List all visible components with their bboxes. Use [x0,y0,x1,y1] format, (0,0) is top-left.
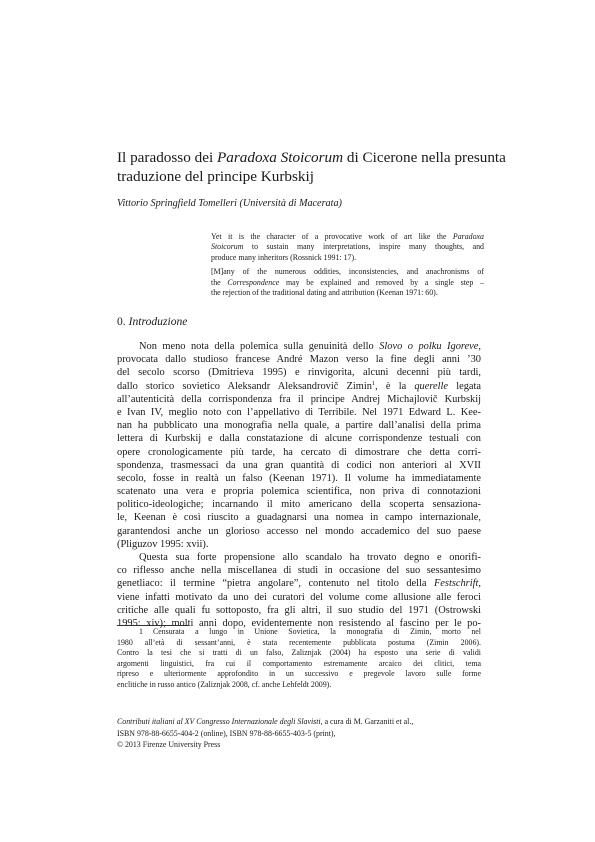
section-number: 0. [117,315,126,328]
body-line: garantendosi anche un glorioso accesso nel mondo accademico del suo paese [117,525,481,537]
footnote-line: argomenti linguistici, fra cui il comportamento estremamente arcaico dei clitici, tema [117,658,481,668]
title-italic-work: Paradoxa Stoicorum [216,149,344,166]
author-affiliation: Vittorio Springfield Tomelleri (Università di Macerata) [117,198,342,209]
epigraph-line: Stoicorum to sustain many interpretations, inspire many thoughts, and [211,242,484,252]
footnote-line: 1 Censurata a lungo in Unione Sovietica, la monografia di Zimin, morto nel [139,627,481,636]
body-line: spondenza, trasmessaci da una gran quantità di codici non anteriori al XVII [117,459,481,471]
body-line: politico-ideologiche; incarnando il mito americano della scoperta sensaziona- [117,499,481,511]
colophon-line: Contributi italiani al XV Congresso Internazionale degli Slavisti, a cura di M. Garzaniti et al., [117,717,414,726]
body-line: 1995: xiv); molti anni dopo, evidentemente non resistendo al fascino per le po- [117,617,481,629]
body-line: genetliaco: il termine “pietra angolare”, contenuto nel titolo della Festschrift, [117,578,481,590]
footnote-line: ripreso e ulteriormente approfondito in un successivo e pregevole lavoro sulle forme [117,669,481,679]
epigraph-line: the rejection of the traditional dating and attribution (Keenan 1971: 60). [211,288,438,298]
epigraph [211,232,484,302]
colophon-line: © 2013 Firenze University Press [117,740,221,749]
epigraph-quote-2 [211,267,484,298]
body-line: Questa sua forte propensione allo scandalo ha trovato degno e onorifi- [139,552,481,563]
epigraph-line: produce many inheritors (Rossnick 1991: 17). [211,252,357,262]
body-line: secolo, fosse in realtà un falso (Keenan 1971). Il volume ha immediatamente [117,472,481,484]
body-line: Non meno nota della polemica sulla genuinità dello Slovo o polku Igoreve, [139,341,481,352]
body-line: e Ivan IV, meglio noto con l’appellativo di Terribile. Nel 1971 Edward L. Kee- [117,406,481,418]
footnote-number: 1 [139,627,143,636]
epigraph-quote-1 [211,232,484,263]
epigraph-line: Yet it is the character of a provocative work of art like the Paradoxa [211,232,484,241]
body-line: provocata dallo studioso francese André Mazon verso la fine degli anni ’30 [117,354,481,366]
article-title [117,148,506,186]
body-line: viene infatti motivato da uno dei curatori del volume come allusione alle feroci [117,591,481,603]
footnote [117,627,481,691]
body-text [117,340,481,630]
colophon [117,716,497,751]
title-line-1 [117,148,506,167]
section-title: Introduzione [128,315,188,328]
body-line: nan ha pubblicato una monografia nella quale, a partire dall’analisi della prima [117,420,481,432]
body-line: opere cronologicamente più tarde, ha cercato di dimostrare che detta corri- [117,446,481,458]
footnote-divider [117,625,189,626]
body-line: dallo storico sovietico Aleksandr Aleksandrovič Zimin$^1$, è la querelle legata [117,379,481,392]
footnote-line: 1980 all’età di sessant’anni, è stata recentemente pubblicata postuma (Zimin 2006). [117,637,481,647]
body-line: scatenato una vera e propria polemica scientifica, non priva di connotazioni [117,486,481,498]
body-line: del secolo scorso (Dmitrieva 1995) e rinvigorita, alcuni decenni più tardi, [117,367,481,379]
footnote-line: enclitiche in russo antico (Zaliznjak 2008, cf. anche Lehfeldt 2009). [117,679,332,689]
section-heading [117,315,187,328]
body-line: lettera di Kurbskij e dalla constatazione di alcune corrispondenze testuali con [117,433,481,445]
title-text: Il paradosso dei [117,149,217,166]
body-line: all’autenticità della corrispondenza fra il principe Andrej Michajlovič Kurbskij [117,393,481,405]
body-line: le, Keenan è così riuscito a guadagnarsi una nomea in campo internazionale, [117,512,481,524]
footnote-ref[interactable]: 1 [371,379,376,387]
colophon-line: ISBN 978-88-6655-404-2 (online), ISBN 978-88-6655-403-5 (print), [117,728,336,738]
epigraph-line: [M]any of the numerous oddities, inconsistencies, and anachronisms of [211,267,484,277]
body-line: co riflesso anche nella miscellanea di studi in occasione del suo sessantesimo [117,565,481,577]
epigraph-line: the Correspondence may be explained and removed by a single step – [211,277,484,287]
title-line-2: traduzione del principe Kurbskij [117,168,314,185]
body-line: (Pliguzov 1995: xvii). [117,538,209,550]
footnote-line: Contro la tesi che si tratti di un falso, Zaliznjak (2004) ha esposto una serie di validi [117,648,481,658]
body-line: critiche alle quali fu sottoposto, fra gli altri, il suo studio del 1971 (Ostrowski [117,604,481,616]
title-text: di Cicerone nella presunta [343,149,506,166]
